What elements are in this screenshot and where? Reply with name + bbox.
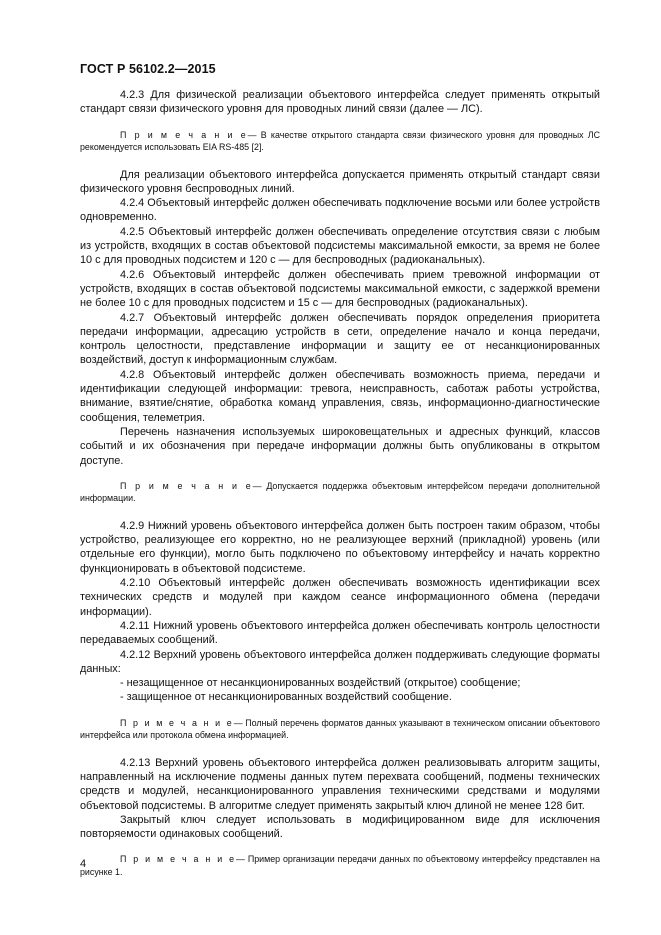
paragraph-4-2-9: 4.2.9 Нижний уровень объектового интерфейса должен быть построен таким образом, чтобы устройство, реализующее его корректно, но не реализующее верхний (прикладной) уровень (или отдельные его функции), могло быть подключено по объектовому интерфейсу и начать корректно функционировать в объектовой подсистеме. — [80, 519, 600, 575]
paragraph-4-2-5: 4.2.5 Объектовый интерфейс должен обеспечивать определение отсутствия связи с любым из устройств, входящих в состав объектовой подсистемы максимальной емкости, за время не более 10 с для проводных подсистем и 120 с — для беспроводных (радиоканальных). — [80, 225, 600, 267]
paragraph-4-2-3: 4.2.3 Для физической реализации объектового интерфейса следует применять открытый стандарт связи физического уровня для проводных линий связи (далее — ЛС). — [80, 89, 600, 116]
paragraph-4-2-3-wireless: Для реализации объектового интерфейса допускается применять открытый стандарт связи физического уровня беспроводных линий. — [80, 168, 600, 195]
document-header: ГОСТ Р 56102.2—2015 — [80, 62, 216, 76]
paragraph-4-2-8-list: Перечень назначения используемых широковещательных и адресных функций, классов событий и их обозначения при передаче информации должны быть опубликованы в открытом доступе. — [80, 425, 600, 467]
paragraph-4-2-12: 4.2.12 Верхний уровень объектового интерфейса должен поддерживать следующие форматы данных: — [80, 648, 600, 675]
note-1 — [80, 129, 600, 154]
note-label: П р и м е ч а н и е — [120, 854, 237, 865]
page-number: 4 — [80, 858, 87, 870]
paragraph-4-2-13: 4.2.13 Верхний уровень объектового интерфейса должен реализовывать алгоритм защиты, направленный на исключение подмены данных путем перехвата сообщений, подмены технических средств и модулей, несанкционированного управления техническими средствами и модулями объектовой подсистемы. В алгоритме следует применять закрытый ключ длиной не менее 128 бит. — [80, 756, 600, 812]
note-4 — [80, 853, 600, 878]
paragraph-4-2-11: 4.2.11 Нижний уровень объектового интерфейса должен обеспечивать контроль целостности передаваемых сообщений. — [80, 619, 600, 647]
paragraph-4-2-6: 4.2.6 Объектовый интерфейс должен обеспечивать прием тревожной информации от устройств, входящих в состав объектовой подсистемы максимальной емкости, с задержкой времени не более 10 с для проводных подсистем и 15 с — для беспроводных (радиоканальных). — [80, 268, 600, 310]
paragraph-4-2-4: 4.2.4 Объектовый интерфейс должен обеспечивать подключение восьми или более устройств одновременно. — [80, 197, 600, 224]
note-text: — Пример организации передачи данных по объектовому интерфейсу представлен на рисунке 1. — [80, 854, 600, 877]
note-text: — В качестве открытого стандарта связи физического уровня для проводных ЛС рекомендуется использовать EIA RS-485 [2]. — [80, 129, 600, 153]
note-2 — [80, 480, 600, 505]
paragraph-4-2-10: 4.2.10 Объектовый интерфейс должен обеспечивать возможность идентификации всех технических средств и модулей при каждом сеансе информационного обмена (передачи информации). — [80, 577, 600, 618]
list-item-open-message: - незащищенное от несанкционированных воздействий (открытое) сообщение; — [120, 677, 521, 690]
paragraph-4-2-8: 4.2.8 Объектовый интерфейс должен обеспечивать возможность приема, передачи и идентификации следующей информации: тревога, неисправность, саботаж работы устройства, внимание, взятие/снятие, обработка команд управления, связь, информационно-диагностические сообщения, телеметрия. — [80, 368, 600, 424]
paragraph-4-2-7: 4.2.7 Объектовый интерфейс должен обеспечивать порядок определения приоритета передачи информации, адресацию устройств в сети, определение начало и конца передачи, контроль целостности, представление информации и защиту ее от несанкционированных воздействий, доступ к информационным службам. — [80, 311, 600, 367]
note-3 — [80, 717, 600, 742]
note-label: П р и м е ч а н и е — [120, 129, 248, 140]
paragraph-4-2-13-key: Закрытый ключ следует использовать в модифицированном виде для исключения повторяемости одинаковых сообщений. — [80, 813, 600, 841]
note-text: — Допускается поддержка объектовым интерфейсом передачи дополнительной информации. — [80, 480, 600, 504]
note-label: П р и м е ч а н и е — [120, 480, 253, 491]
note-label: П р и м е ч а н и е — [120, 717, 234, 728]
list-item-protected-message: - защищенное от несанкционированных воздействий сообщение. — [120, 691, 452, 704]
note-text: — Полный перечень форматов данных указывают в техническом описании объектового интерфейса или протокола обмена информацией. — [80, 717, 600, 741]
document-body — [80, 88, 600, 892]
